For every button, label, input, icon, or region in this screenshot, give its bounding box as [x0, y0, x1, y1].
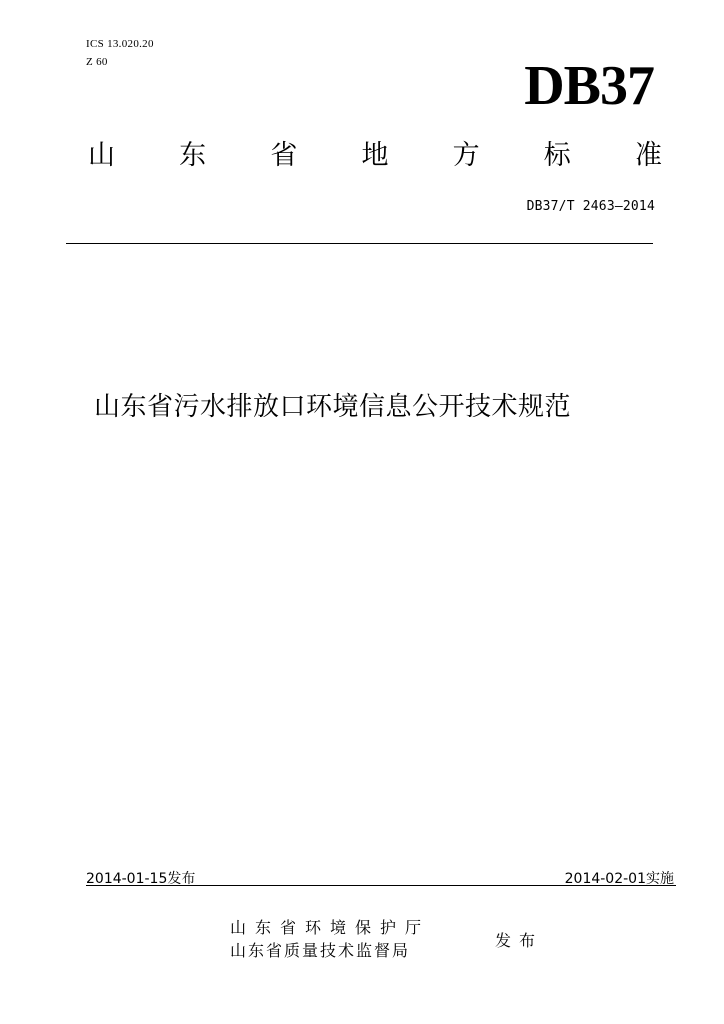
footer-divider — [86, 885, 676, 886]
standard-type-char: 东 — [179, 140, 207, 171]
db-logo: DB37 — [524, 55, 654, 117]
standard-type-char: 省 — [270, 140, 298, 171]
issuer-environment-department: 山东省环境保护厅 — [230, 918, 431, 937]
header-divider — [66, 243, 653, 244]
standard-type-char: 准 — [634, 140, 662, 171]
standard-type-char: 标 — [543, 140, 571, 171]
standard-type-char: 地 — [361, 140, 389, 171]
ccs-code: Z 60 — [86, 56, 108, 68]
standard-type-char: 山 — [88, 140, 115, 171]
ics-code: ICS 13.020.20 — [86, 38, 154, 50]
standard-type-heading — [88, 142, 662, 169]
implementation-date: 2014-02-01实施 — [564, 871, 674, 887]
standard-number: DB37/T 2463—2014 — [526, 199, 655, 214]
publish-label: 发布 — [495, 931, 544, 950]
document-title: 山东省污水排放口环境信息公开技术规范 — [94, 392, 572, 422]
issuing-authorities — [230, 916, 430, 962]
standard-type-char: 方 — [452, 140, 480, 171]
issue-date: 2014-01-15发布 — [86, 871, 196, 887]
issuer-quality-bureau: 山东省质量技术监督局 — [230, 941, 411, 960]
